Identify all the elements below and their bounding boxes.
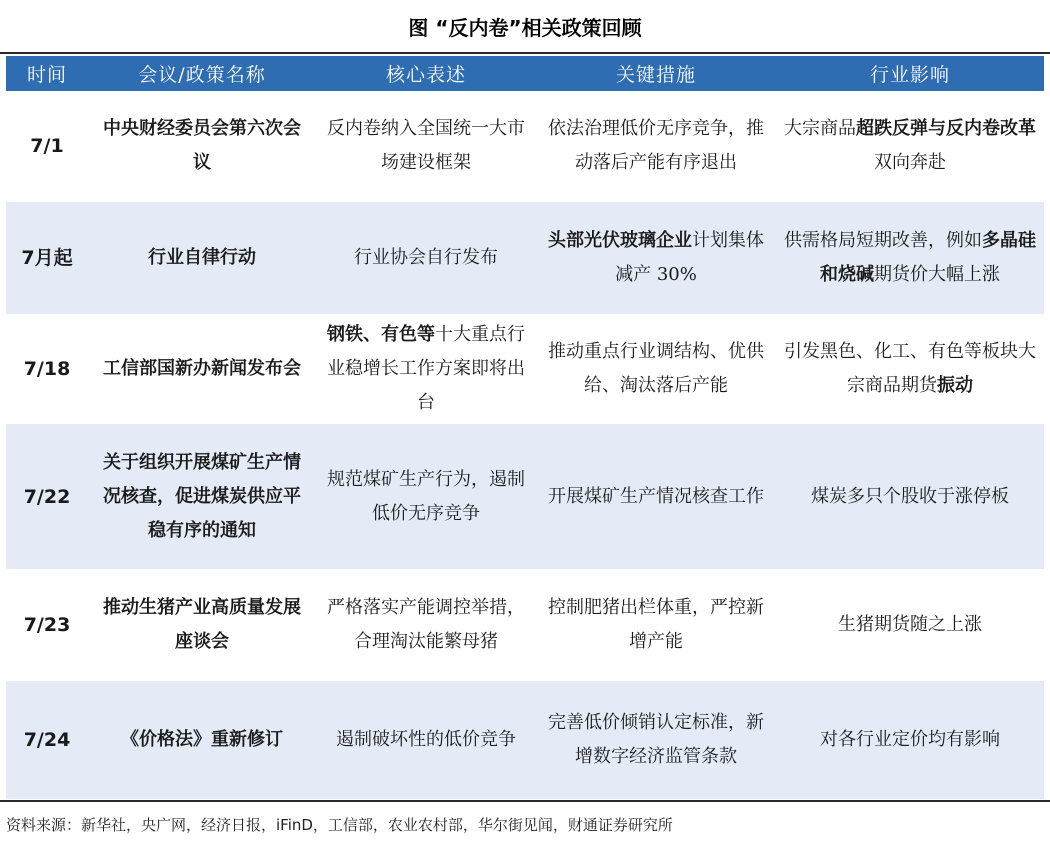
- impact-cell: [776, 201, 1044, 315]
- name-cell: 中央财经委员会第六次会议: [88, 91, 316, 201]
- table-row: [6, 201, 1044, 315]
- table-row: [6, 315, 1044, 423]
- measures-cell: [536, 201, 776, 315]
- measures-cell: 开展煤矿生产情况核查工作: [536, 423, 776, 570]
- core-cell: 严格落实产能调控举措，合理淘汰能繁母猪: [316, 570, 536, 680]
- date-cell: 7/24: [6, 680, 88, 800]
- bold-text: 超跌反弹与反内卷改革: [856, 117, 1036, 139]
- column-header: 会议/政策名称: [88, 56, 316, 91]
- source-note: 资料来源：新华社，央广网，经济日报，iFinD，工信部，农业农村部，华尔街见闻，财通证券研究所: [6, 816, 673, 834]
- date-cell: 7/1: [6, 91, 88, 201]
- text-span: 期货价大幅上涨: [874, 264, 1000, 285]
- table-title: 图 “反内卷”相关政策回顾: [408, 15, 642, 40]
- table-row: [6, 570, 1044, 680]
- core-cell: 规范煤矿生产行为，遏制低价无序竞争: [316, 423, 536, 570]
- name-cell: 《价格法》重新修订: [88, 680, 316, 800]
- name-cell: 推动生猪产业高质量发展座谈会: [88, 570, 316, 680]
- measures-cell: 推动重点行业调结构、优供给、淘汰落后产能: [536, 315, 776, 423]
- core-cell: 反内卷纳入全国统一大市场建设框架: [316, 91, 536, 201]
- text-span: 双向奔赴: [874, 151, 946, 173]
- date-cell: 7/22: [6, 423, 88, 570]
- table-row: [6, 91, 1044, 201]
- core-cell: [316, 315, 536, 423]
- name-cell: 行业自律行动: [88, 201, 316, 315]
- impact-cell: [776, 91, 1044, 201]
- name-cell: 工信部国新办新闻发布会: [88, 315, 316, 423]
- bottom-divider: [0, 800, 1050, 802]
- date-cell: 7/23: [6, 570, 88, 680]
- measures-cell: 依法治理低价无序竞争，推动落后产能有序退出: [536, 91, 776, 201]
- bold-text: 头部光伏玻璃企业: [548, 230, 692, 251]
- policy-table: [6, 56, 1044, 801]
- column-header: 关键措施: [536, 56, 776, 91]
- table-header-row: [6, 56, 1044, 91]
- core-cell: 遏制破坏性的低价竞争: [316, 680, 536, 800]
- date-cell: 7月起: [6, 201, 88, 315]
- impact-cell: [776, 315, 1044, 423]
- impact-cell: 对各行业定价均有影响: [776, 680, 1044, 800]
- date-cell: 7/18: [6, 315, 88, 423]
- text-span: 供需格局短期改善，例如: [784, 230, 982, 251]
- bold-text: 多晶硅和烧碱: [820, 230, 1036, 285]
- measures-cell: 完善低价倾销认定标准，新增数字经济监管条款: [536, 680, 776, 800]
- name-cell: 关于组织开展煤矿生产情况核查，促进煤炭供应平稳有序的通知: [88, 423, 316, 570]
- impact-cell: 煤炭多只个股收于涨停板: [776, 423, 1044, 570]
- text-span: 十大重点行业稳增长工作方案即将出台: [327, 324, 525, 413]
- bold-text: 钢铁、有色等: [327, 324, 435, 345]
- text-span: 大宗商品: [784, 117, 856, 139]
- measures-cell: 控制肥猪出栏体重，严控新增产能: [536, 570, 776, 680]
- table-row: [6, 680, 1044, 800]
- text-span: 计划集体减产 30%: [615, 230, 764, 285]
- table-row: [6, 423, 1044, 570]
- impact-cell: 生猪期货随之上涨: [776, 570, 1044, 680]
- column-header: 核心表述: [316, 56, 536, 91]
- column-header: 行业影响: [776, 56, 1044, 91]
- core-cell: 行业协会自行发布: [316, 201, 536, 315]
- bold-text: 振动: [937, 375, 973, 396]
- title-divider: [0, 52, 1050, 54]
- column-header: 时间: [6, 56, 88, 91]
- table-body: [6, 91, 1044, 800]
- text-span: 引发黑色、化工、有色等板块大宗商品期货: [784, 341, 1036, 396]
